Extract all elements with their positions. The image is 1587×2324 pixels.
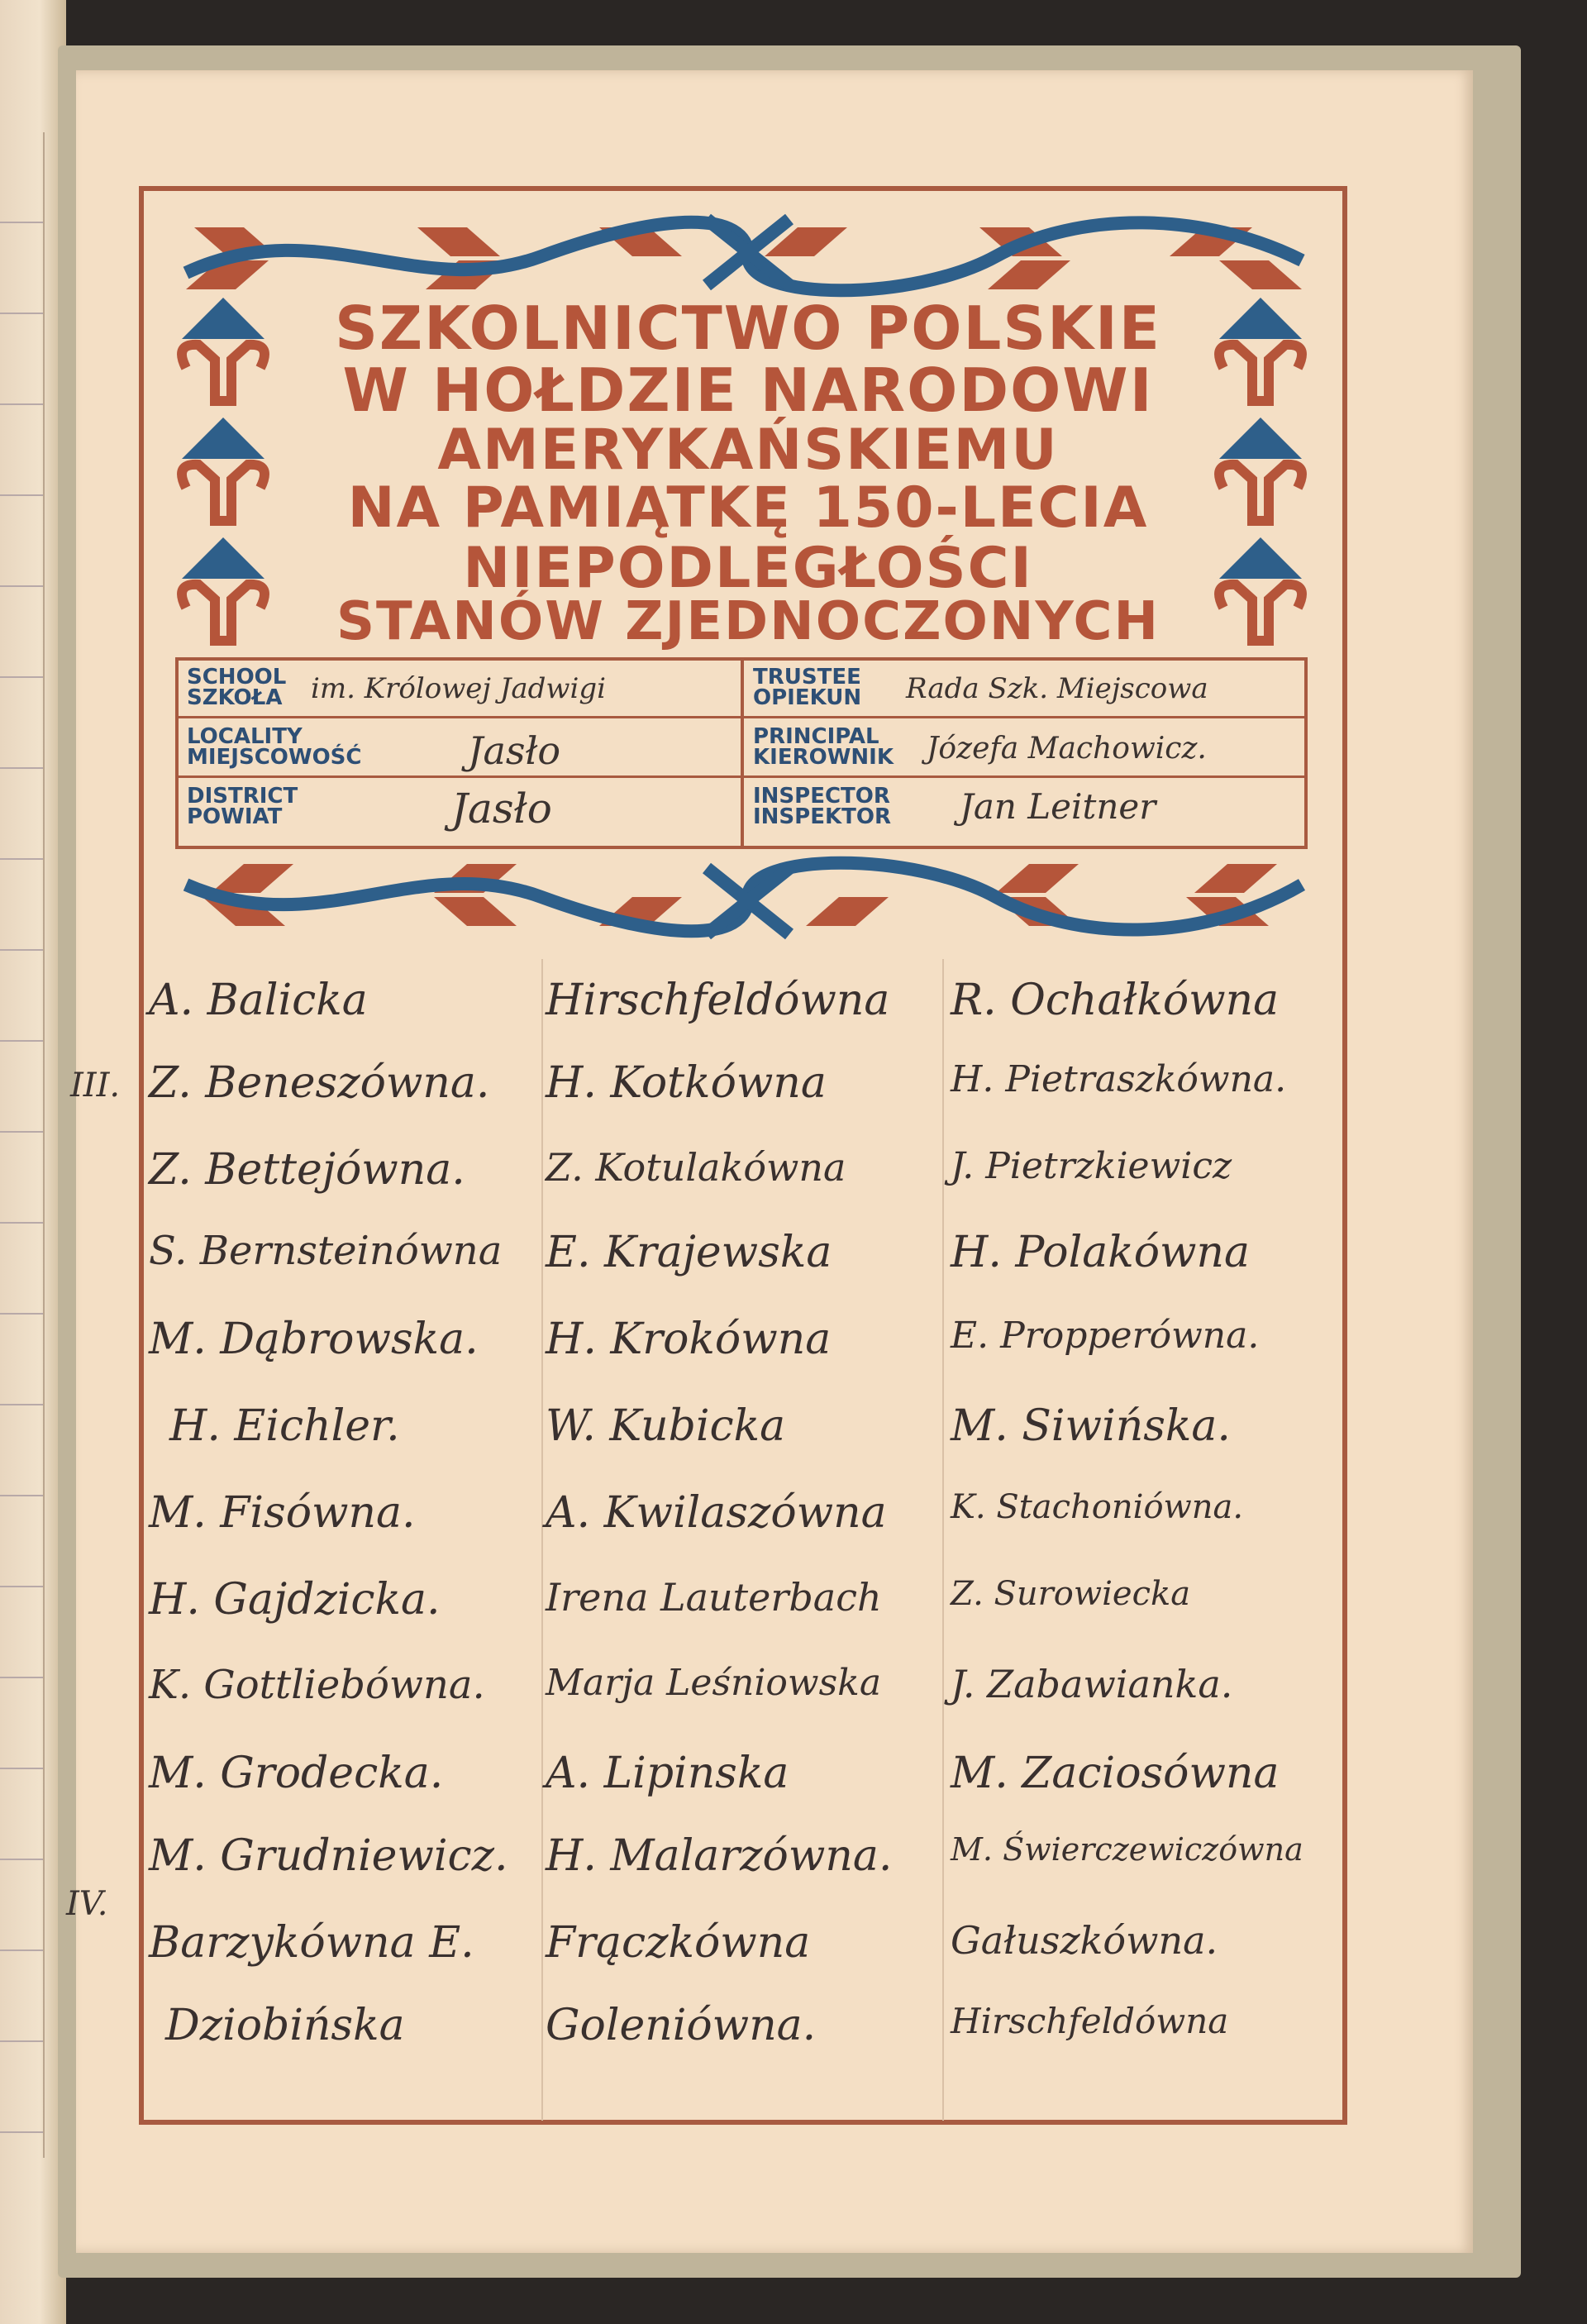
inspector-label: [753, 786, 891, 828]
roster-name: E. Propperówna.: [951, 1315, 1260, 1357]
heading-line-6: STANÓW ZJEDNOCZONYCH: [336, 591, 1160, 652]
roster-name: Z. Bettejówna.: [149, 1145, 465, 1195]
heading-line-1: SZKOLNICTWO POLSKIE: [335, 293, 1161, 363]
roster-name: H. Krokówna: [546, 1315, 832, 1364]
inspector-label-pl: INSPEKTOR: [753, 804, 891, 829]
district-label: [187, 786, 298, 828]
roster-name: M. Dąbrowska.: [149, 1315, 479, 1364]
school-label: [187, 667, 286, 709]
left-page-edge: [0, 0, 66, 2324]
locality-label-en: LOCALITY: [187, 724, 303, 749]
heading-line-4: NA PAMIĄTKĘ 150-LECIA: [347, 475, 1149, 541]
roster-name: K. Gottliebówna.: [149, 1662, 485, 1708]
roster-name: Z. Surowiecka: [951, 1575, 1191, 1613]
school-info-table: [175, 657, 1308, 849]
roster-name: H. Pietraszkówna.: [951, 1058, 1287, 1100]
roster-name: H. Eichler.: [169, 1401, 400, 1451]
roster-column-rule-2: [942, 959, 944, 2121]
roster-name: H. Gajdzicka.: [149, 1575, 441, 1625]
roster-name: M. Zaciosówna: [951, 1749, 1280, 1798]
roster-name: Frączkówna: [546, 1918, 811, 1968]
left-page-ruled-lines: [0, 132, 45, 2158]
roster-name: Irena Lauterbach: [546, 1575, 882, 1620]
principal-value: Józefa Machowicz.: [927, 732, 1207, 766]
roster-name: J. Pietrzkiewicz: [951, 1145, 1232, 1187]
roster-name: R. Ochałkówna: [951, 976, 1280, 1025]
trustee-label-pl: OPIEKUN: [753, 685, 862, 710]
school-label-en: SCHOOL: [187, 665, 287, 690]
commemorative-heading: [190, 207, 1306, 652]
principal-label-en: PRINCIPAL: [753, 724, 879, 749]
roster-name: E. Krajewska: [546, 1228, 832, 1277]
inspector-value: Jan Leitner: [960, 786, 1156, 827]
principal-label-pl: KIEROWNIK: [753, 745, 894, 770]
roster-name: A. Kwilaszówna: [546, 1488, 887, 1538]
roster-name: H. Kotkówna: [546, 1058, 827, 1108]
roster-name: H. Malarzówna.: [546, 1831, 893, 1881]
locality-label: [187, 724, 362, 770]
class-mark-iv: IV.: [66, 1885, 108, 1923]
roster-name: K. Stachoniówna.: [951, 1488, 1244, 1526]
roster-name: S. Bernsteinówna: [149, 1228, 503, 1274]
roster-name: A. Lipinska: [546, 1749, 789, 1798]
trustee-label-en: TRUSTEE: [753, 665, 861, 690]
roster-name: M. Grudniewicz.: [149, 1831, 508, 1881]
school-label-pl: SZKOŁA: [187, 685, 283, 710]
roster-name: Barzykówna E.: [149, 1918, 474, 1968]
principal-label: [753, 724, 894, 770]
district-label-pl: POWIAT: [187, 804, 283, 829]
locality-value: Jasło: [468, 728, 561, 773]
roster-column-rule-1: [541, 959, 543, 2121]
trustee-label: [753, 667, 861, 709]
heading-line-2: W HOŁDZIE NARODOWI: [342, 356, 1154, 425]
roster-name: Goleniówna.: [546, 2001, 817, 2050]
roster-name: Hirschfeldówna: [546, 976, 890, 1025]
district-label-en: DISTRICT: [187, 784, 298, 809]
heading-line-5: NIEPODLEGŁOŚCI: [463, 536, 1033, 601]
roster-name: M. Fisówna.: [149, 1488, 416, 1538]
roster-name: M. Grodecka.: [149, 1749, 444, 1798]
roster-name: W. Kubicka: [546, 1401, 786, 1451]
trustee-value: Rada Szk. Miejscowa: [906, 672, 1208, 705]
school-value: im. Królowej Jadwigi: [311, 672, 607, 705]
roster-name: Hirschfeldówna: [951, 2001, 1229, 2041]
inspector-label-en: INSPECTOR: [753, 784, 890, 809]
roster-name: H. Polakówna: [951, 1228, 1251, 1277]
roster-name: Z. Beneszówna.: [149, 1058, 490, 1108]
roster-name: Z. Kotulakówna: [546, 1145, 846, 1190]
roster-name: Gałuszkówna.: [951, 1918, 1218, 1963]
roster-name: J. Zabawianka.: [951, 1662, 1233, 1706]
district-value: Jasło: [451, 785, 552, 833]
heading-line-3: AMERYKAŃSKIEMU: [437, 418, 1059, 483]
class-mark-iii: III.: [70, 1067, 121, 1105]
roster-name: Marja Leśniowska: [546, 1662, 882, 1704]
roster-name: M. Siwińska.: [951, 1401, 1231, 1451]
locality-label-pl: MIEJSCOWOŚĆ: [187, 745, 362, 770]
roster-name: Dziobińska: [165, 2001, 405, 2050]
roster-name: A. Balicka: [149, 976, 368, 1025]
bottom-wave-ornament: [169, 852, 1318, 942]
roster-name: M. Świerczewiczówna: [951, 1831, 1303, 1868]
